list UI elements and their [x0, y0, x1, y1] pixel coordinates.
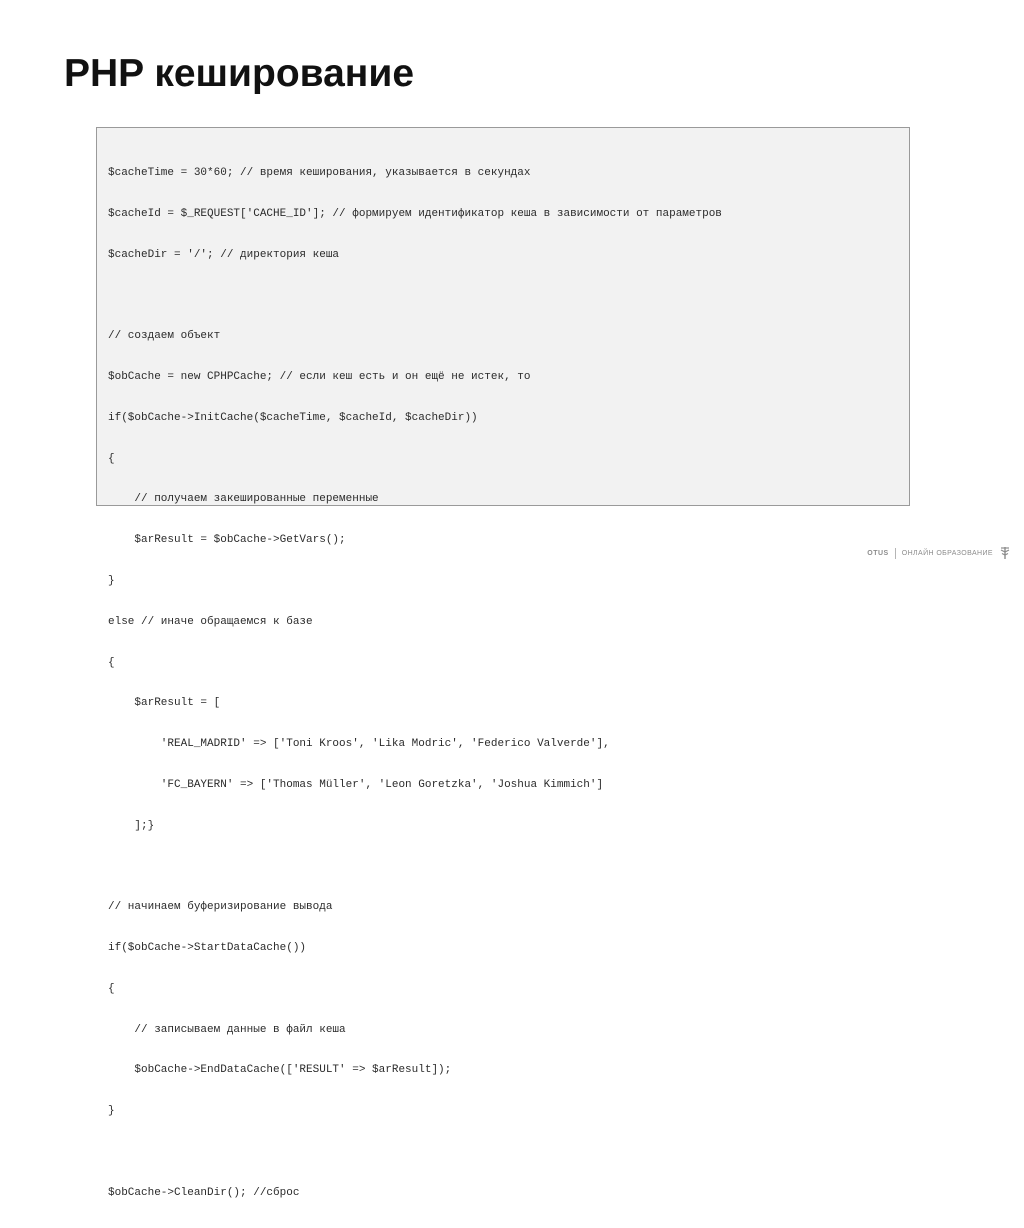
- code-line: $cacheDir = '/'; // директория кеша: [108, 248, 340, 261]
- code-line: {: [108, 452, 115, 465]
- code-line: }: [108, 575, 115, 587]
- code-line: }: [108, 1105, 115, 1118]
- code-content: [108, 140, 722, 1228]
- code-line: // создаем объект: [108, 330, 221, 343]
- code-line: [108, 860, 722, 874]
- code-line: $arResult = $obCache->GetVars();: [108, 534, 346, 547]
- code-line: $obCache = new CPHPCache; // если кеш есть и он ещё не истек, то: [108, 371, 531, 384]
- code-line: // получаем закешированные переменные: [108, 493, 379, 506]
- code-line: // записываем данные в файл кеша: [108, 1023, 346, 1036]
- code-line: $arResult = [: [108, 697, 221, 710]
- code-line: $cacheTime = 30*60; // время кеширования, указывается в секундах: [108, 167, 531, 180]
- code-line: {: [108, 656, 115, 669]
- footer-tagline: ОНЛАЙН ОБРАЗОВАНИЕ: [901, 549, 993, 557]
- code-line: else // иначе обращаемся к базе: [108, 615, 313, 628]
- footer-brand: OTUS: [867, 549, 889, 557]
- code-line: if($obCache->StartDataCache()): [108, 942, 307, 955]
- code-line: 'FC_BAYERN' => ['Thomas Müller', 'Leon Goretzka', 'Joshua Kimmich']: [108, 778, 604, 791]
- code-line: [108, 1146, 722, 1160]
- code-line: if($obCache->InitCache($cacheTime, $cacheId, $cacheDir)): [108, 411, 478, 424]
- code-line: $cacheId = $_REQUEST['CACHE_ID']; // формируем идентификатор кеша в зависимости от параметров: [108, 207, 722, 220]
- code-line: $obCache->CleanDir(); //сброс: [108, 1186, 300, 1199]
- footer-divider: [895, 548, 896, 559]
- footer: [867, 546, 1010, 560]
- code-line: // начинаем буферизирование вывода: [108, 901, 333, 914]
- code-line: ];}: [108, 819, 155, 832]
- page-title: PHP кеширование: [64, 52, 415, 95]
- code-line: [108, 290, 722, 304]
- otus-tree-icon: [1000, 547, 1010, 559]
- code-line: 'REAL_MADRID' => ['Toni Kroos', 'Lika Modric', 'Federico Valverde'],: [108, 738, 610, 751]
- code-line: {: [108, 982, 115, 995]
- code-line: $obCache->EndDataCache(['RESULT' => $arResult]);: [108, 1064, 452, 1077]
